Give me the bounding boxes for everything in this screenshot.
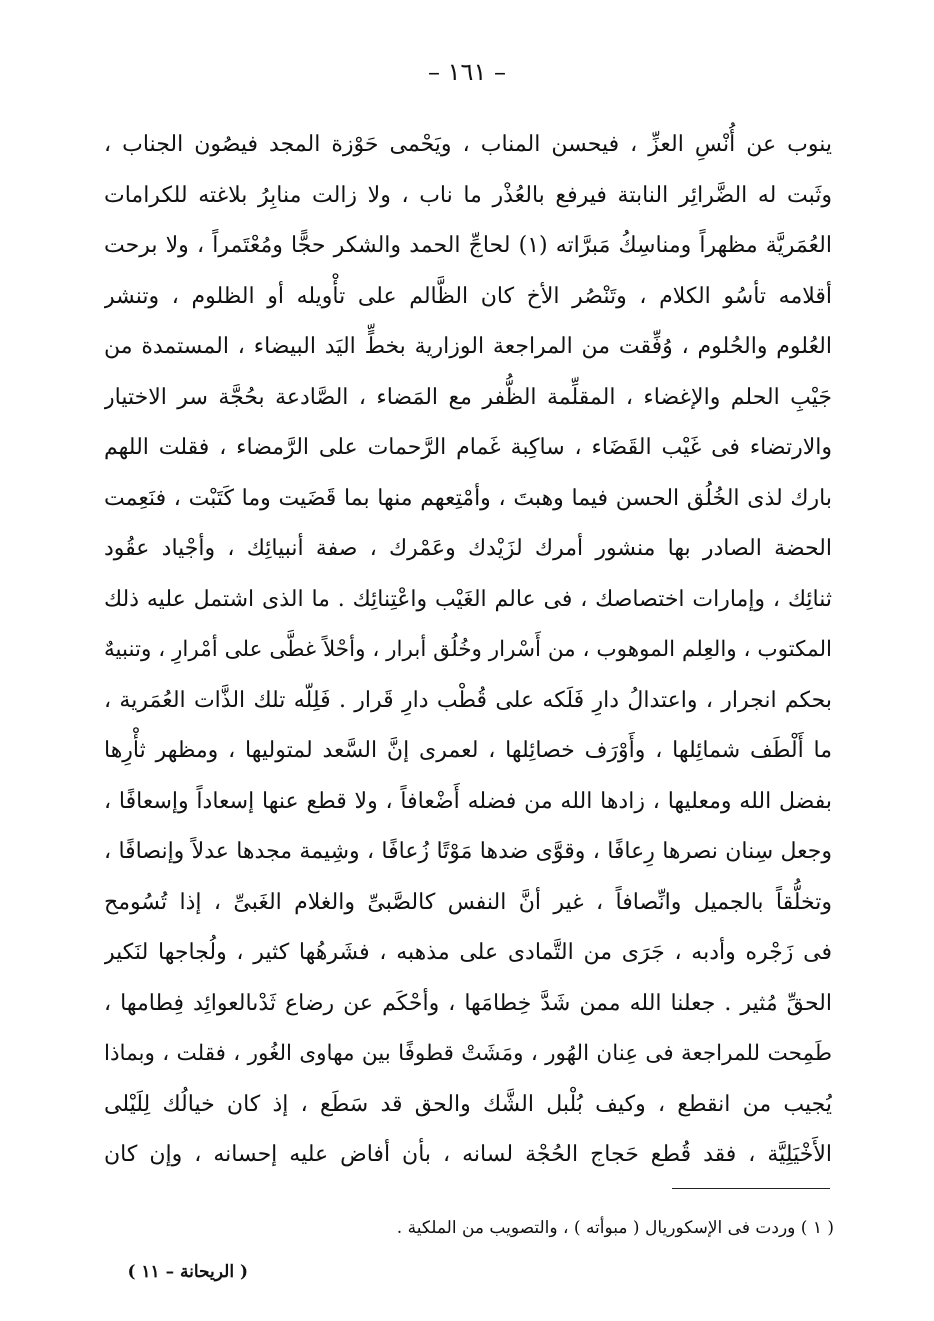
text-line: الحضة الصادر بها منشور أمرك لزَيْدك وعَمْرك ، صفة أنبيائِك ، وأجْياد عقُود (104, 536, 832, 561)
footnote-divider (672, 1188, 830, 1189)
text-line: جَيْبِ الحلم والإغضاء ، المقلِّمة الظُّفر مع المَضاء ، الصَّادعة بحُجَّة سر الاختيار (104, 384, 832, 410)
page-number: – ١٦١ – (428, 58, 506, 86)
text-line: ثنائِك ، وإمارات اختصاصك ، فى عالم الغَيْب واعْتِنائِك . ما الذى اشتمل عليه ذلك (104, 586, 832, 612)
text-line: فى زَجْره وأدبه ، جَرَى من التَّمادى على مذهبه ، فشَرهُها كثير ، ولُجاجها لنَكير (104, 940, 832, 965)
text-line: المكتوب ، والعِلم الموهوب ، من أَسْرار وخُلُق أبرار ، وأحْلاً غطَّى على أمْرارِ ، وتنبيهٌ (104, 637, 832, 662)
text-line: ينوب عن أُنْسِ العزِّ ، فيحسن المناب ، ويَحْمى حَوْزة المجد فيصُون الجناب ، (104, 132, 832, 157)
text-line: يُجيب من انقطع ، وكيف بُلْبل الشَّك والحق قد سَطَع ، إذ كان خيالُك لِلَيْلى (104, 1091, 832, 1117)
text-line: وجعل سِنان نصرها رِعافًا ، وقوَّى ضدها مَوْتًا زُعافًا ، وشِيمة مجدها عدلاً وإنصافًا ، (104, 839, 832, 864)
signature-mark: ( الريحانة – ١١ ) (127, 1262, 248, 1282)
text-line: وثَبت له الضَّرائِر النابتة فيرفع بالعُذْر ما ناب ، ولا زالت منابِرُ بلاغته للكرامات (104, 182, 832, 208)
text-line: العُلوم والحُلوم ، وُفِّقت من المراجعة الوزارية بخطٍّ اليَد البيضاء ، المستمدة من (104, 334, 832, 359)
text-line: الحقِّ مُثير . جعلنا الله ممن شَدَّ خِطامَها ، وأحْكَم عن رضاع ثَدْىالعوائِد فِطامها ، (104, 990, 832, 1016)
text-line: وتخلُّقاً بالجميل وانِّصافاً ، غير أنَّ النفس كالصَّبىِّ والغلام الغَبىِّ ، إذا تُسُومح (104, 889, 832, 915)
text-line: الأَخْيَلِيَّة ، فقد قُطع حَجاج الحُجْة لسانه ، بأن أفاض عليه إحسانه ، وإن كان (104, 1142, 832, 1167)
text-line: والارتضاء فى غَيْب القَضَاء ، ساكِبة غَمام الرَّحمات على الرَّمضاء ، فقلت اللهم (104, 435, 832, 460)
text-line: أقلامه تأسُو الكلام ، وتَنْصُر الأخ كان الظَّالم على تأْويله أو الظلوم ، وتنشر (104, 283, 832, 309)
text-line: العُمَريَّة مظهراً ومناسِكُ مَبرَّاته (١) لحاجِّ الحمد والشكر حجًّا ومُعْتَمراً ، ولا برحت (104, 233, 832, 258)
text-line: بحكم انجرار ، واعتدالُ دارِ فَلَكه على قُطْب دارِ قَرار . فَلِلّه تلك الذَّات العُمَرية ، (104, 687, 832, 713)
text-line: ما أَلْطَف شمائِلها ، وأَوْرَف خصائِلها ، لعمرى إنَّ السَّعد لمتوليها ، ومظهر ثأْرِها (104, 738, 832, 763)
text-line: طَمِحت للمراجعة فى عِنان الهُور ، ومَشَتْ قطوفًا بين مهاوى الغُور ، فقلت ، وبماذا (104, 1041, 832, 1066)
footnote: ( ١ ) وردت فى الإسكوريال ( مبوأته ) ، والتصويب من الملكية . (396, 1218, 834, 1238)
body-text (104, 120, 832, 1181)
text-line: بارك لذى الخُلُق الحسن فيما وهبتَ ، وأمْتِعهم منها بما قَضَيت وما كَتَبْت ، فنَعِمت (104, 485, 832, 511)
text-line: بفضل الله ومعليها ، زادها الله من فضله أَضْعافاً ، ولا قطع عنها إسعاداً وإسعافًا ، (104, 788, 832, 814)
